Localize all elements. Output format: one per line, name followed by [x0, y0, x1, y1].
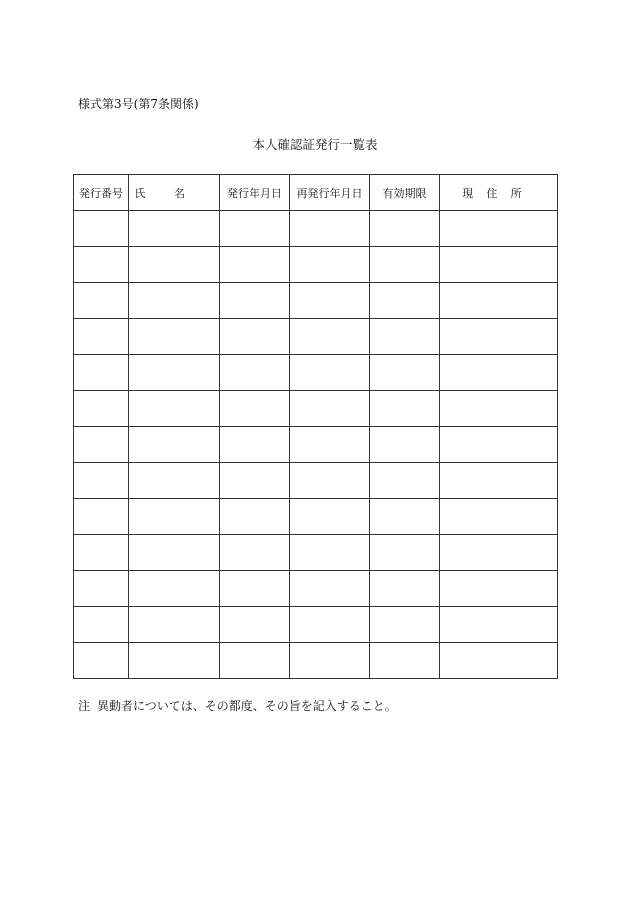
table-cell	[74, 247, 129, 283]
table-cell	[290, 499, 370, 535]
form-number: 様式第3号(第7条関係)	[78, 97, 199, 111]
footnote-mark: 注	[78, 699, 91, 713]
table-cell	[220, 463, 290, 499]
table-row	[74, 355, 558, 391]
table-row	[74, 463, 558, 499]
table-cell	[74, 427, 129, 463]
table-cell	[440, 607, 558, 643]
table-cell	[74, 391, 129, 427]
table-header-row	[74, 175, 558, 211]
table-cell	[129, 463, 220, 499]
table-cell	[370, 427, 440, 463]
table-body	[74, 211, 558, 679]
table-cell	[440, 319, 558, 355]
table-row	[74, 499, 558, 535]
table-cell	[290, 427, 370, 463]
table-row	[74, 643, 558, 679]
table-cell	[290, 355, 370, 391]
table-cell	[290, 391, 370, 427]
table-cell	[370, 535, 440, 571]
footnote-text: 異動者については、その都度、その旨を記入すること。	[97, 699, 397, 713]
table-cell	[370, 607, 440, 643]
table-cell	[440, 283, 558, 319]
table-cell	[74, 463, 129, 499]
table-row	[74, 427, 558, 463]
table-cell	[220, 247, 290, 283]
table-cell	[220, 427, 290, 463]
table-cell	[290, 283, 370, 319]
table-cell	[370, 247, 440, 283]
column-header-issue-number: 発行番号	[74, 175, 129, 211]
table-row	[74, 391, 558, 427]
table-row	[74, 283, 558, 319]
table-cell	[370, 571, 440, 607]
table-cell	[370, 355, 440, 391]
column-header-expiry: 有効期限	[370, 175, 440, 211]
table-cell	[370, 643, 440, 679]
table-cell	[370, 463, 440, 499]
table-cell	[220, 355, 290, 391]
table-cell	[74, 535, 129, 571]
table-row	[74, 535, 558, 571]
table-cell	[370, 211, 440, 247]
table-row	[74, 571, 558, 607]
table-cell	[220, 643, 290, 679]
table-cell	[220, 535, 290, 571]
table-cell	[370, 319, 440, 355]
table-cell	[129, 607, 220, 643]
table-cell	[129, 571, 220, 607]
table-cell	[440, 643, 558, 679]
table-row	[74, 607, 558, 643]
table-cell	[290, 319, 370, 355]
table-cell	[74, 499, 129, 535]
document-title: 本人確認証発行一覧表	[252, 137, 378, 152]
table-cell	[290, 571, 370, 607]
issuance-register-table	[73, 174, 558, 679]
table-cell	[129, 247, 220, 283]
table-cell	[290, 211, 370, 247]
table-cell	[370, 499, 440, 535]
table-cell	[290, 607, 370, 643]
table-cell	[74, 283, 129, 319]
table-cell	[290, 463, 370, 499]
table-cell	[74, 355, 129, 391]
table-cell	[440, 499, 558, 535]
table-row	[74, 211, 558, 247]
footnote	[78, 698, 397, 714]
table-cell	[440, 463, 558, 499]
table-cell	[440, 535, 558, 571]
table-cell	[440, 571, 558, 607]
column-header-name: 氏名	[129, 175, 220, 211]
table-cell	[129, 643, 220, 679]
table-cell	[290, 643, 370, 679]
table-cell	[129, 499, 220, 535]
table-cell	[440, 355, 558, 391]
table-cell	[74, 571, 129, 607]
table-cell	[370, 283, 440, 319]
table-cell	[129, 355, 220, 391]
table-cell	[129, 211, 220, 247]
table-cell	[129, 283, 220, 319]
table-cell	[74, 643, 129, 679]
column-header-address: 現住所	[440, 175, 558, 211]
table-cell	[129, 535, 220, 571]
table-row	[74, 247, 558, 283]
table-cell	[74, 607, 129, 643]
table-cell	[220, 283, 290, 319]
table-cell	[220, 211, 290, 247]
table-cell	[440, 391, 558, 427]
table-cell	[440, 427, 558, 463]
table-cell	[129, 319, 220, 355]
table-cell	[74, 319, 129, 355]
table-cell	[220, 571, 290, 607]
table-cell	[129, 427, 220, 463]
table-cell	[220, 607, 290, 643]
table-cell	[220, 319, 290, 355]
table-cell	[370, 391, 440, 427]
table-cell	[220, 499, 290, 535]
table-cell	[440, 247, 558, 283]
table-cell	[290, 535, 370, 571]
column-header-issue-date: 発行年月日	[220, 175, 290, 211]
table-cell	[290, 247, 370, 283]
table-cell	[129, 391, 220, 427]
table-cell	[440, 211, 558, 247]
table-cell	[74, 211, 129, 247]
table-cell	[220, 391, 290, 427]
table-row	[74, 319, 558, 355]
column-header-reissue-date: 再発行年月日	[290, 175, 370, 211]
